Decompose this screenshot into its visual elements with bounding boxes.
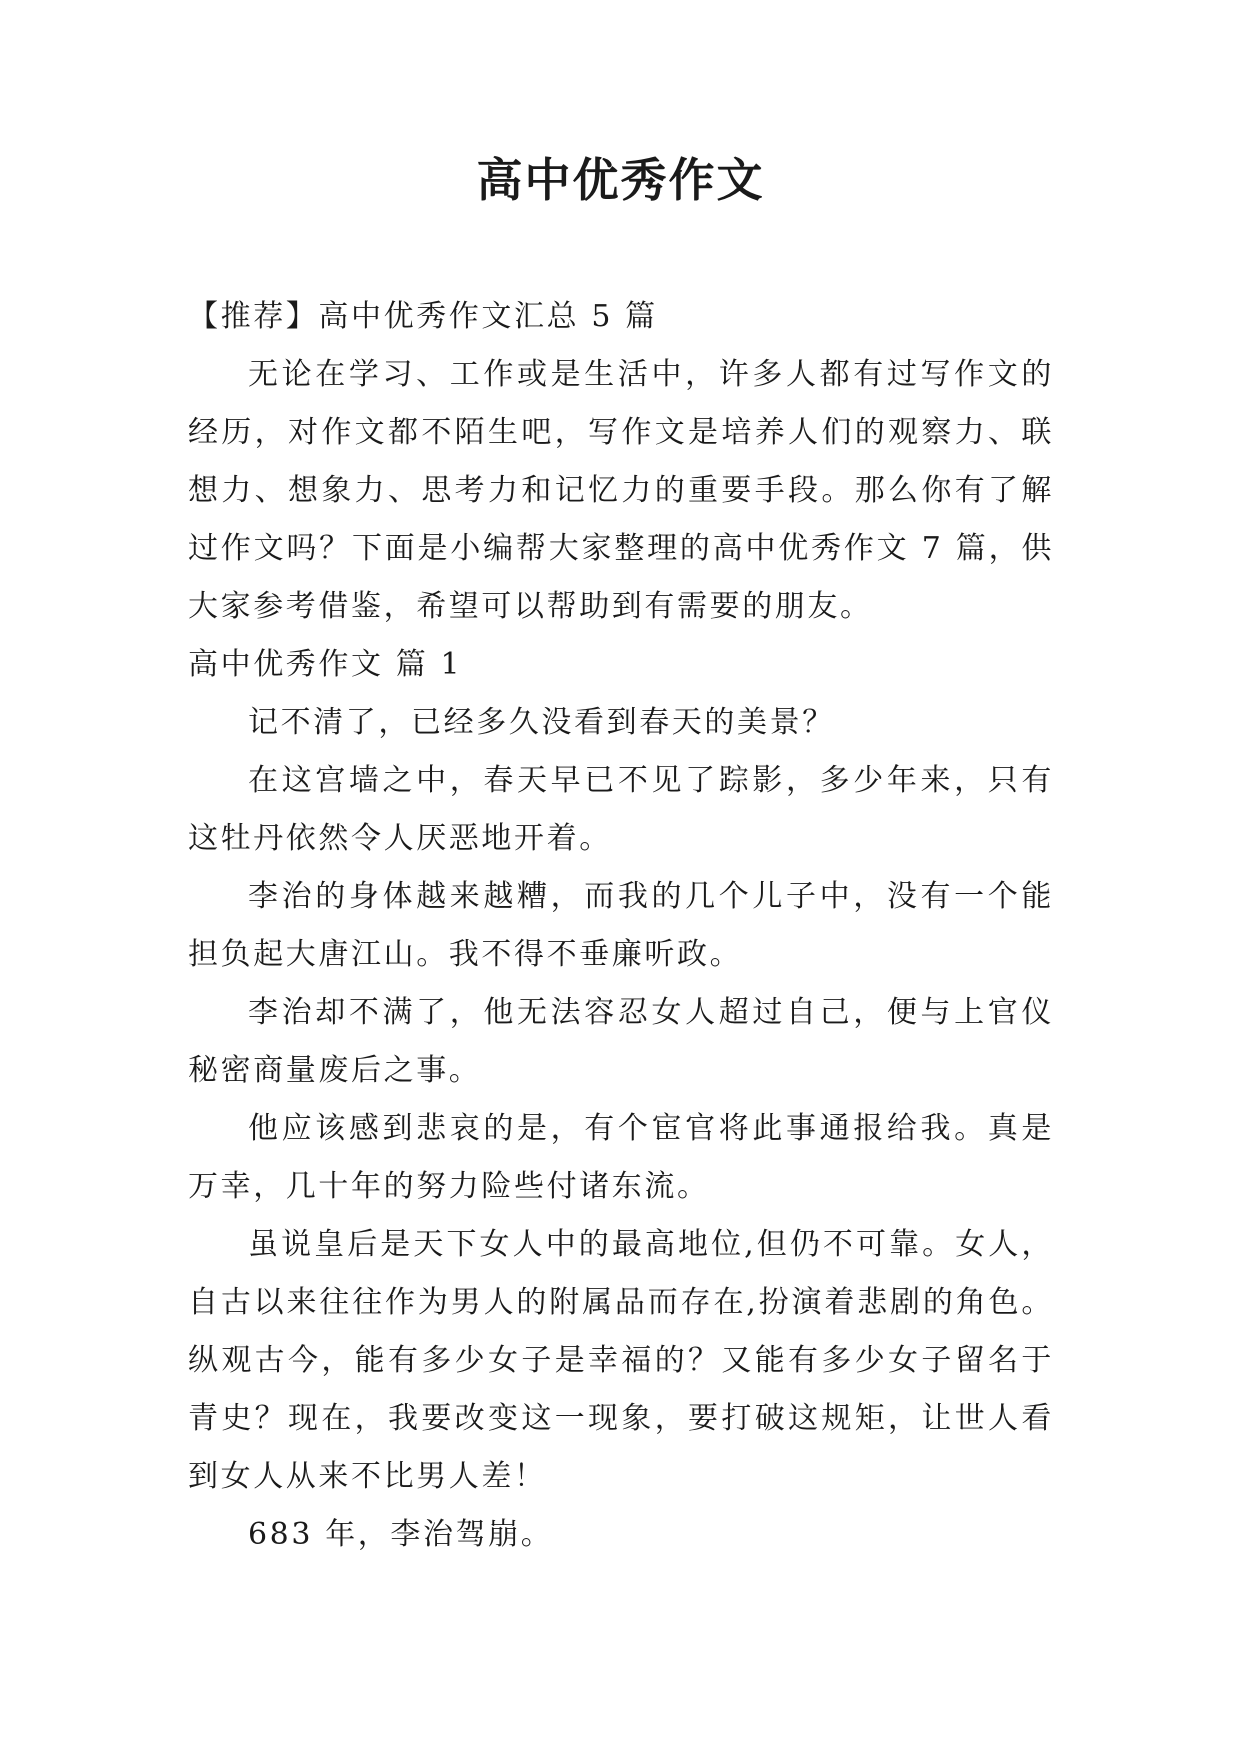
subtitle-line: 【推荐】高中优秀作文汇总 5 篇 [188,299,658,334]
body-paragraph: 记不清了，已经多久没看到春天的美景？ [248,705,835,740]
body-paragraph: 李治却不满了，他无法容忍女人超过自己，便与上官仪秘密商量废后之事。 [188,995,1054,1088]
document-body [188,288,1054,1564]
body-paragraph: 在这宫墙之中，春天早已不见了踪影，多少年来，只有这牡丹依然令人厌恶地开着。 [188,763,1054,856]
body-paragraph: 李治的身体越来越糟，而我的几个儿子中，没有一个能担负起大唐江山。我不得不垂廉听政。 [188,879,1054,972]
body-paragraph: 虽说皇后是天下女人中的最高地位,但仍不可靠。女人，自古以来往往作为男人的附属品而存在,扮演着悲剧的角色。纵观古今，能有多少女子是幸福的？又能有多少女子留名于青史？现在，我要改变这一现象，要打破这规矩，让世人看到女人从来不比男人差！ [188,1227,1054,1494]
body-paragraph: 他应该感到悲哀的是，有个宦官将此事通报给我。真是万幸，几十年的努力险些付诸东流。 [188,1111,1054,1204]
intro-paragraph: 无论在学习、工作或是生活中，许多人都有过写作文的经历，对作文都不陌生吧，写作文是培养人们的观察力、联想力、想象力、思考力和记忆力的重要手段。那么你有了解过作文吗？下面是小编帮大家整理的高中优秀作文 7 篇，供大家参考借鉴，希望可以帮助到有需要的朋友。 [188,357,1054,624]
body-paragraph: 683 年，李治驾崩。 [248,1517,554,1552]
document-title: 高中优秀作文 [476,153,765,207]
section-heading: 高中优秀作文 篇 1 [188,647,463,682]
